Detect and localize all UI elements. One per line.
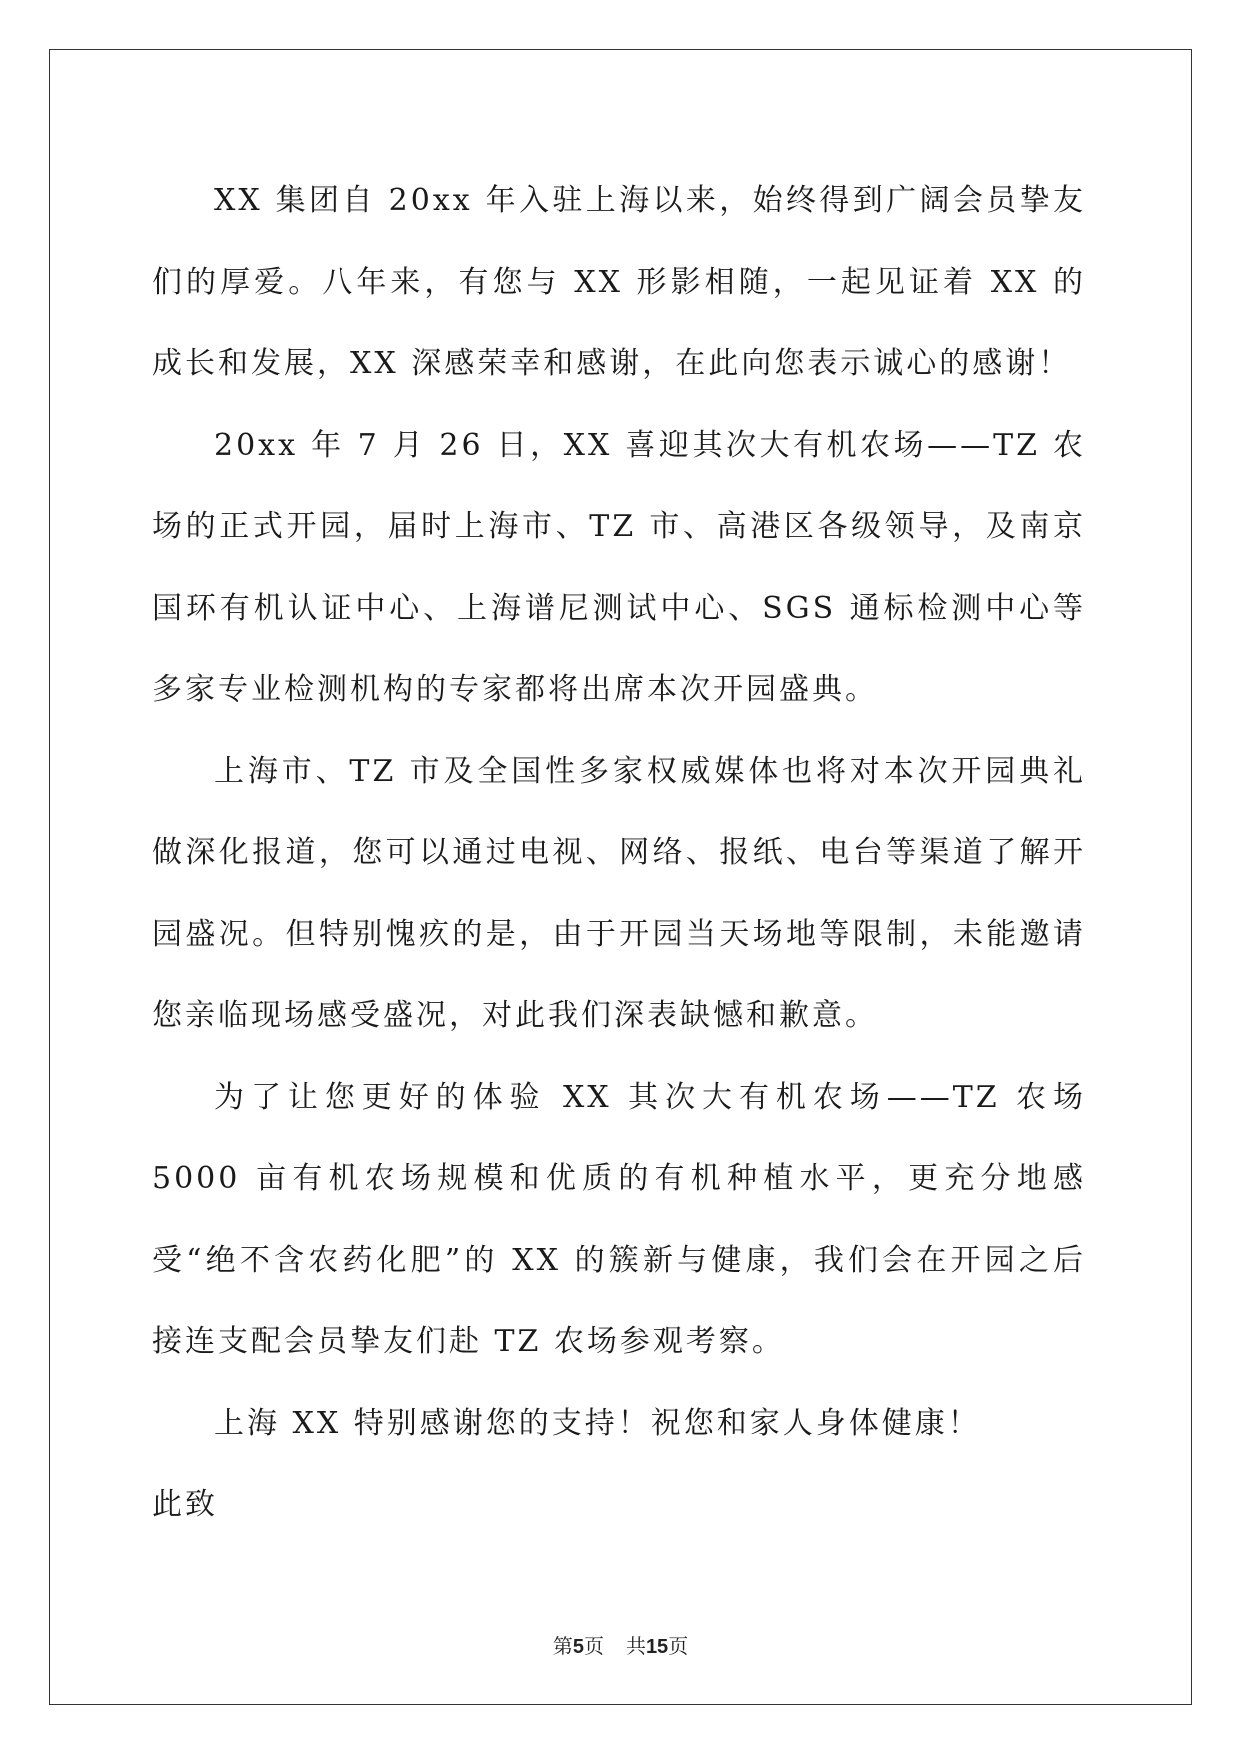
page-prefix: 第 [552, 1634, 573, 1658]
page-number-footer [0, 1630, 1241, 1659]
current-page-number: 5 [572, 1636, 584, 1658]
paragraph-4: 为了让您更好的体验 XX 其次大有机农场——TZ 农场 5000 亩有机农场规模和优质的有机种植水平，更充分地感受“绝不含农药化肥”的 XX 的簇新与健康，我们会在开园之后接连支配会员挚友们赴 TZ 农场参观考察。 [152, 1079, 1086, 1359]
closing-salutation: 此致 [152, 1487, 218, 1522]
paragraph-5: 上海 XX 特别感谢您的支持！祝您和家人身体健康！ [214, 1405, 981, 1441]
page-suffix: 页 [583, 1634, 604, 1658]
total-page-number: 15 [645, 1636, 669, 1658]
total-suffix: 页 [668, 1634, 689, 1658]
total-prefix: 共 [625, 1634, 646, 1658]
paragraph-3: 上海市、TZ 市及全国性多家权威媒体也将对本次开园典礼做深化报道，您可以通过电视、网络、报纸、电台等渠道了解开园盛况。但特别愧疚的是，由于开园当天场地等限制，未能邀请您亲临现场感受盛况，对此我们深表缺憾和歉意。 [152, 753, 1086, 1033]
document-body [152, 160, 1086, 1546]
paragraph-2: 20xx 年 7 月 26 日，XX 喜迎其次大有机农场——TZ 农场的正式开园，届时上海市、TZ 市、高港区各级领导，及南京国环有机认证中心、上海谱尼测试中心、SGS 通标检测中心等多家专业检测机构的专家都将出席本次开园盛典。 [152, 427, 1086, 707]
paragraph-1: XX 集团自 20xx 年入驻上海以来，始终得到广阔会员挚友们的厚爱。八年来，有您与 XX 形影相随，一起见证着 XX 的成长和发展，XX 深感荣幸和感谢，在此向您表示诚心的感谢！ [152, 183, 1086, 381]
